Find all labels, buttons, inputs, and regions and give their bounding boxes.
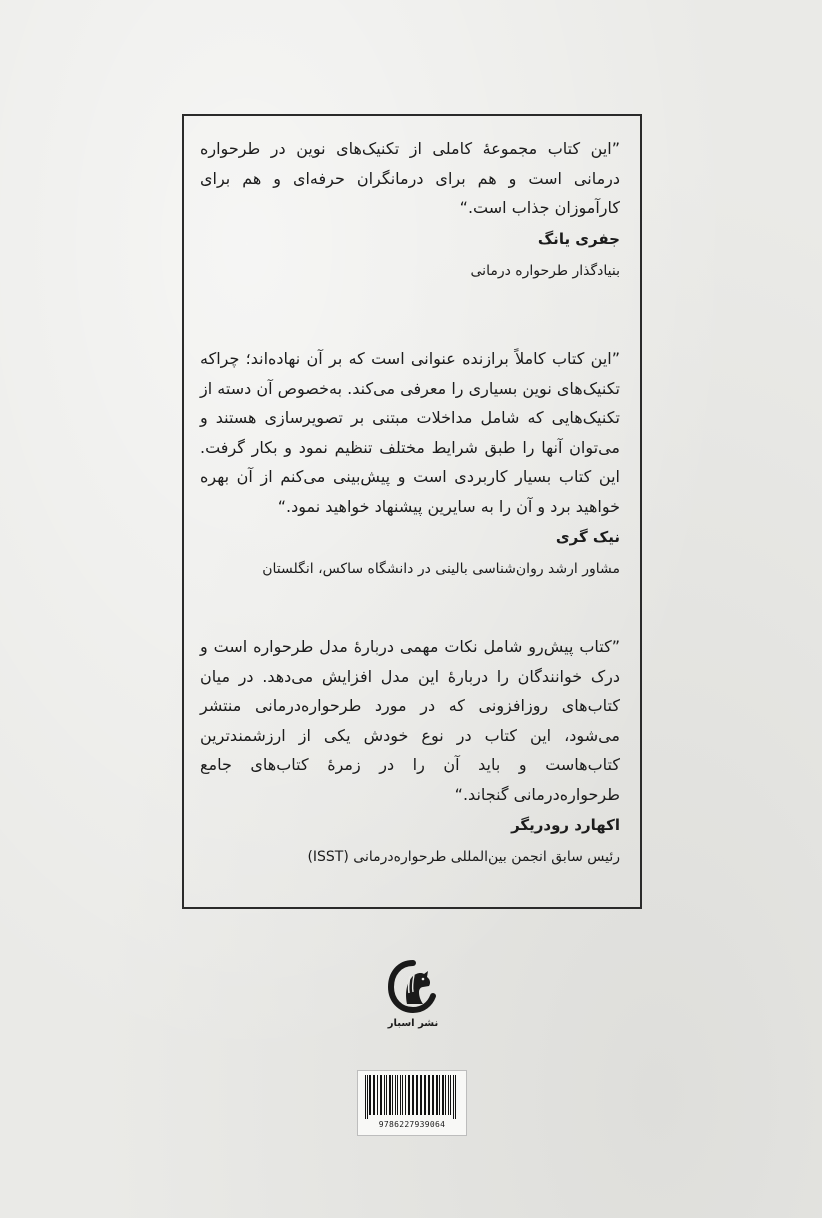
- endorsement-author-role: بنیادگذار طرحواره درمانی: [470, 262, 620, 279]
- barcode-bar: [377, 1075, 378, 1115]
- barcode-bar: [400, 1075, 401, 1115]
- barcode-bar: [405, 1075, 406, 1115]
- barcode-bar: [424, 1075, 426, 1115]
- barcode-bar: [373, 1075, 375, 1115]
- barcode-bar: [380, 1075, 382, 1115]
- barcode-bar: [436, 1075, 438, 1115]
- publisher-logo: [383, 960, 443, 1029]
- endorsement-quote: ”این کتاب کاملاً برازنده عنوانی است که بر آن نهاده‌اند؛ چراکه تکنیک‌های نوین بسیاری را معرفی می‌کند. به‌خصوص آن دسته از تکنیک‌هایی که شامل مداخلات مبتنی بر تصویرسازی هستند و می‌توان آنها را طبق شرایط مختلف تنظیم نمود و بکار گرفت. این کتاب بسیار کاربردی است و پیش‌بینی می‌کنم از آن بهره خواهید برد و آن را به سایرین پیشنهاد خواهید نمود.“: [200, 349, 620, 516]
- barcode-bar: [416, 1075, 418, 1115]
- endorsements-box: [182, 114, 642, 909]
- endorsement-2: [200, 344, 620, 581]
- barcode-bar: [448, 1075, 449, 1115]
- endorsement-author: جفری یانگ: [537, 229, 620, 248]
- barcode-bar: [453, 1075, 454, 1119]
- publisher-name: نشر اسبار: [387, 1018, 439, 1029]
- barcode-bar: [442, 1075, 444, 1115]
- barcode-bar: [369, 1075, 371, 1115]
- horse-head-logo-icon: [387, 960, 439, 1016]
- endorsement-author-role: مشاور ارشد روان‌شناسی بالینی در دانشگاه ساکس، انگلستان: [262, 561, 620, 577]
- endorsement-quote: ”این کتاب مجموعهٔ کاملی از تکنیک‌های نوین در طرحواره درمانی است و هم برای درمانگران حرفه‌ای و هم برای کارآموزان جذاب است.“: [200, 139, 620, 217]
- barcode-bar: [439, 1075, 440, 1115]
- isbn-number: 9786227939064: [378, 1120, 446, 1129]
- endorsement-quote: ”کتاب پیش‌رو شامل نکات مهمی دربارهٔ مدل طرحواره است و درک خوانندگان را دربارهٔ این مدل افزایش می‌دهد. در میان کتاب‌های روزافزونی که در مورد طرحواره‌درمانی منتشر می‌شود، این کتاب در نوع خودش یکی از ارزشمندترین کتاب‌هاست و باید آن را در زمرهٔ کتاب‌های جامع طرحواره‌درمانی گنجاند.“: [200, 637, 620, 804]
- endorsement-3: [200, 632, 620, 869]
- endorsement-1: [200, 134, 620, 283]
- endorsement-author: اکهارد رودریگر: [511, 816, 620, 834]
- barcode-bar: [450, 1075, 451, 1115]
- barcode-bar: [386, 1075, 387, 1115]
- barcode-bar: [432, 1075, 434, 1115]
- barcode-bar: [455, 1075, 456, 1119]
- barcode-bar: [428, 1075, 430, 1115]
- barcode-bar: [367, 1075, 368, 1119]
- barcode-bars: [363, 1075, 461, 1119]
- barcode-bar: [384, 1075, 385, 1115]
- barcode-bar: [395, 1075, 396, 1115]
- barcode-bar: [408, 1075, 410, 1115]
- barcode-bar: [397, 1075, 398, 1115]
- barcode-bar: [389, 1075, 391, 1115]
- barcode-bar: [392, 1075, 393, 1115]
- isbn-barcode: [357, 1070, 467, 1136]
- barcode-bar: [402, 1075, 403, 1115]
- barcode-bar: [365, 1075, 366, 1119]
- endorsement-author: نیک گری: [555, 528, 620, 546]
- barcode-bar: [420, 1075, 422, 1115]
- endorsement-author-role: رئیس سابق انجمن بین‌المللی طرحواره‌درمانی (ISST): [307, 849, 620, 865]
- barcode-bar: [445, 1075, 446, 1115]
- barcode-bar: [412, 1075, 414, 1115]
